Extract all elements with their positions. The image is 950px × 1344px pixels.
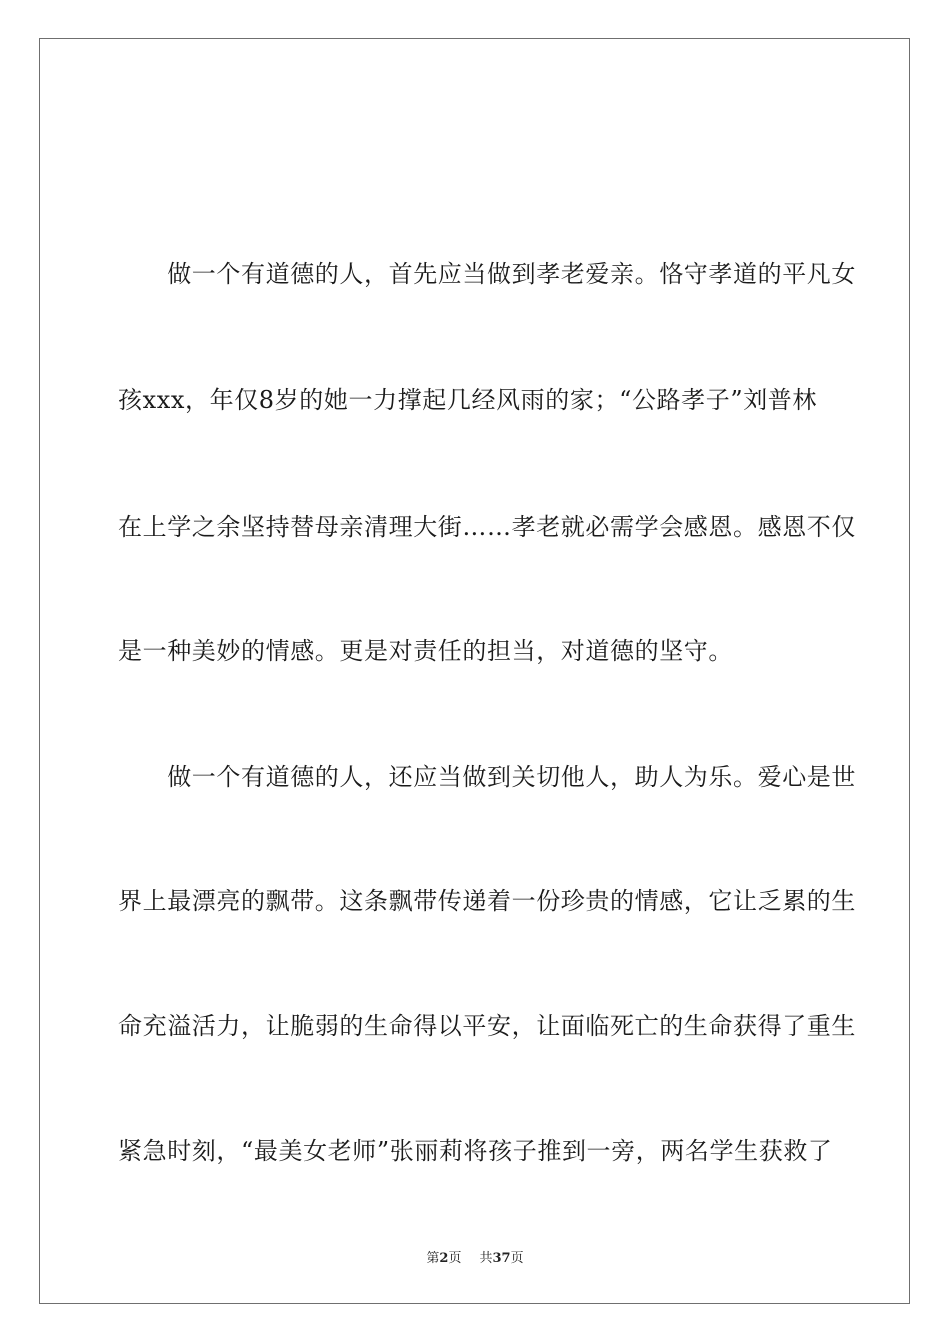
text-line: 做一个有道德的人，还应当做到关切他人，助人为乐。爱心是世 [118, 763, 856, 791]
page-number: 2 [439, 1251, 449, 1266]
page-frame [39, 38, 910, 1304]
text-line: 界上最漂亮的飘带。这条飘带传递着一份珍贵的情感，它让乏累的生 [118, 887, 856, 915]
text-line: 在上学之余坚持替母亲清理大街……孝老就必需学会感恩。感恩不仅 [118, 513, 856, 541]
text-line: 做一个有道德的人，首先应当做到孝老爱亲。恪守孝道的平凡女 [118, 260, 856, 288]
text-line: 紧急时刻，“最美女老师”张丽莉将孩子推到一旁，两名学生获救了 [118, 1137, 833, 1165]
total-pages: 37 [492, 1251, 511, 1266]
total-suffix: 页 [510, 1251, 524, 1266]
total-prefix: 共 [479, 1251, 493, 1266]
text-line: 孩xxx，年仅8岁的她一力撑起几经风雨的家；“公路孝子”刘普林 [118, 386, 818, 414]
text-line: 是一种美妙的情感。更是对责任的担当，对道德的坚守。 [118, 637, 733, 665]
text-line: 命充溢活力，让脆弱的生命得以平安，让面临死亡的生命获得了重生 [118, 1012, 856, 1040]
page-prefix: 第 [426, 1251, 440, 1266]
page-suffix: 页 [448, 1251, 462, 1266]
page-footer [0, 1247, 950, 1266]
